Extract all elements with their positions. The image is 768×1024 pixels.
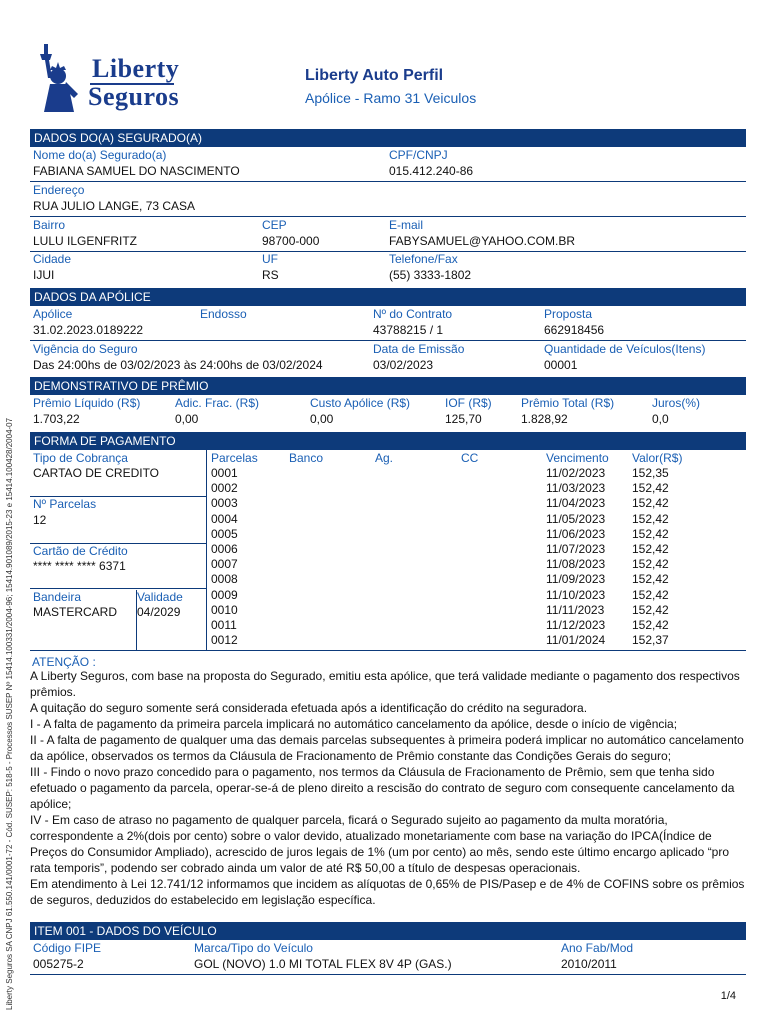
statue-of-liberty-icon bbox=[30, 42, 88, 114]
liberty-seguros-logo bbox=[30, 42, 190, 117]
parcelas-header: Parcelas bbox=[211, 451, 258, 465]
custo-apolice-value: 0,00 bbox=[310, 412, 334, 426]
bairro-label: Bairro bbox=[33, 218, 66, 232]
bairro-value: LULU ILGENFRITZ bbox=[33, 234, 138, 248]
nome-label: Nome do(a) Segurado(a) bbox=[33, 148, 167, 162]
apolice-label: Apólice bbox=[33, 307, 73, 321]
divider bbox=[30, 974, 746, 975]
atencao-paragraph: A Liberty Seguros, com base na proposta do Segurado, emitiu esta apólice, que terá validade mediante o pagamento dos respectivos prêmios. bbox=[30, 669, 740, 699]
cartao-label: Cartão de Crédito bbox=[33, 544, 128, 558]
brand-name-line2: Seguros bbox=[88, 82, 180, 111]
fipe-value: 005275-2 bbox=[33, 957, 84, 971]
cpf-label: CPF/CNPJ bbox=[389, 148, 448, 162]
section-header-apolice: DADOS DA APÓLICE bbox=[30, 288, 746, 306]
divider bbox=[30, 181, 746, 182]
conta-header: CC bbox=[461, 451, 479, 465]
banco-header: Banco bbox=[289, 451, 324, 465]
divider bbox=[30, 216, 746, 217]
vigencia-label: Vigência do Seguro bbox=[33, 342, 138, 356]
premio-liquido-value: 1.703,22 bbox=[33, 412, 80, 426]
divider bbox=[30, 340, 746, 341]
premio-total-label: Prêmio Total (R$) bbox=[521, 396, 615, 410]
emissao-value: 03/02/2023 bbox=[373, 358, 434, 372]
iof-label: IOF (R$) bbox=[445, 396, 492, 410]
endosso-label: Endosso bbox=[200, 307, 247, 321]
juros-label: Juros(%) bbox=[652, 396, 701, 410]
atencao-title: ATENÇÃO : bbox=[32, 655, 96, 669]
qtd-veiculos-value: 00001 bbox=[544, 358, 578, 372]
section-header-premio: DEMONSTRATIVO DE PRÊMIO bbox=[30, 377, 746, 395]
marca-value: GOL (NOVO) 1.0 MI TOTAL FLEX 8V 4P (GAS.) bbox=[194, 957, 452, 971]
adic-frac-value: 0,00 bbox=[175, 412, 199, 426]
brand-name-line1: Liberty bbox=[92, 54, 180, 83]
section-header-pagamento: FORMA DE PAGAMENTO bbox=[30, 432, 746, 450]
divider bbox=[30, 251, 746, 252]
divider bbox=[206, 450, 207, 650]
premio-liquido-label: Prêmio Líquido (R$) bbox=[33, 396, 141, 410]
contrato-value: 43788215 / 1 bbox=[373, 323, 444, 337]
cidade-value: IJUI bbox=[33, 268, 55, 282]
atencao-paragraph: A quitação do seguro somente será considerada efetuada após a identificação do crédito na seguradora. bbox=[30, 701, 588, 715]
premio-total-value: 1.828,92 bbox=[521, 412, 568, 426]
nome-value: FABIANA SAMUEL DO NASCIMENTO bbox=[33, 164, 240, 178]
cep-label: CEP bbox=[262, 218, 287, 232]
ano-value: 2010/2011 bbox=[561, 957, 617, 971]
divider bbox=[30, 650, 746, 651]
juros-value: 0,0 bbox=[652, 412, 669, 426]
telefone-label: Telefone/Fax bbox=[389, 252, 458, 266]
fipe-label: Código FIPE bbox=[33, 941, 102, 955]
adic-frac-label: Adic. Frac. (R$) bbox=[175, 396, 260, 410]
cpf-value: 015.412.240-86 bbox=[389, 164, 474, 178]
agencia-header: Ag. bbox=[375, 451, 394, 465]
validade-label: Validade bbox=[137, 590, 183, 604]
atencao-paragraph: IV - Em caso de atraso no pagamento de qualquer parcela, ficará o Segurado sujeito ao pagamento da multa moratória, correspondente a 2%(dois por cento) sobre o valor devido, atualizado monetariamente com base na variação do IPCA(Índice de Preços do Consumidor Ampliado), acrescido de juros legais de 1% (um por cento) ao mês, sendo este último encargo aplicado “pro rata temporis”, podendo ser cobrado ainda um valor de até R$ 50,00 a título de despesas operacionais. bbox=[30, 813, 730, 875]
apolice-value: 31.02.2023.0189222 bbox=[33, 323, 144, 337]
validade-value: 04/2029 bbox=[137, 605, 181, 619]
uf-label: UF bbox=[262, 252, 278, 266]
bandeira-value: MASTERCARD bbox=[33, 605, 118, 619]
num-parcelas-label: Nº Parcelas bbox=[33, 497, 97, 511]
iof-value: 125,70 bbox=[445, 412, 482, 426]
proposta-value: 662918456 bbox=[544, 323, 605, 337]
valor-column: 152,35 152,42 152,42 152,42 152,42 152,42 152,42 152,42 152,42 152,42 152,42 152,37 bbox=[632, 466, 669, 648]
tipo-cobranca-value: CARTAO DE CREDITO bbox=[33, 466, 160, 480]
divider bbox=[30, 588, 206, 589]
atencao-paragraph: I - A falta de pagamento da primeira parcela implicará no automático cancelamento da apólice, desde o início de vigência; bbox=[30, 717, 678, 731]
email-value: FABYSAMUEL@YAHOO.COM.BR bbox=[389, 234, 575, 248]
legal-side-text: Liberty Seguros SA CNPJ 61.550.141/0001-72 - Cód. SUSEP: 518-5 - Processos SUSEP Nº 15414.100331/2004-96; 15414.901089/2015-23 e 15414.100428/2004-07 bbox=[5, 417, 14, 1010]
cartao-value: **** **** **** 6371 bbox=[33, 559, 126, 573]
uf-value: RS bbox=[262, 268, 279, 282]
section-header-veiculo: ITEM 001 - DADOS DO VEÍCULO bbox=[30, 922, 746, 940]
section-header-segurado: DADOS DO(A) SEGURADO(A) bbox=[30, 129, 746, 147]
atencao-paragraph: III - Findo o novo prazo concedido para o pagamento, nos termos da Cláusula de Fracionamento de Prêmio, sem que tenha sido efetuado o pagamento da parcela, operar-se-á de pleno direito a rescisão do contrato de seguro com consequente cancelamento da apólice; bbox=[30, 765, 735, 811]
contrato-label: Nº do Contrato bbox=[373, 307, 453, 321]
emissao-label: Data de Emissão bbox=[373, 342, 465, 356]
valor-header: Valor(R$) bbox=[632, 451, 683, 465]
bandeira-label: Bandeira bbox=[33, 590, 82, 604]
ano-label: Ano Fab/Mod bbox=[561, 941, 634, 955]
cidade-label: Cidade bbox=[33, 252, 72, 266]
endereco-label: Endereço bbox=[33, 183, 85, 197]
qtd-veiculos-label: Quantidade de Veículos(Itens) bbox=[544, 342, 706, 356]
document-subtitle: Apólice - Ramo 31 Veiculos bbox=[305, 90, 477, 106]
atencao-paragraph: Em atendimento à Lei 12.741/12 informamos que incidem as alíquotas de 0,65% de PIS/Pasep e de 4% de COFINS sobre os prêmios de seguros, deduzidos do estabelecido em legislação específica. bbox=[30, 877, 745, 907]
vencimento-header: Vencimento bbox=[546, 451, 609, 465]
cep-value: 98700-000 bbox=[262, 234, 320, 248]
divider bbox=[136, 590, 137, 650]
proposta-label: Proposta bbox=[544, 307, 593, 321]
vencimento-column: 11/02/2023 11/03/2023 11/04/2023 11/05/2023 11/06/2023 11/07/2023 11/08/2023 11/09/2023 11/10/2023 11/11/2023 11/12/2023 11/01/2024 bbox=[546, 466, 606, 648]
atencao-paragraph: II - A falta de pagamento de qualquer uma das demais parcelas subsequentes à primeira poderá implicar no automático cancelamento da apólice, observados os termos da Cláusula de Fracionamento de Prêmio constante das Condições Gerais do seguro; bbox=[30, 733, 744, 763]
tipo-cobranca-label: Tipo de Cobrança bbox=[33, 451, 128, 465]
document-title: Liberty Auto Perfil bbox=[305, 67, 444, 84]
custo-apolice-label: Custo Apólice (R$) bbox=[310, 396, 411, 410]
atencao-notice bbox=[30, 655, 748, 908]
parcelas-column: 0001 0002 0003 0004 0005 0006 0007 0008 0009 0010 0011 0012 bbox=[211, 466, 238, 648]
page-number: 1/4 bbox=[720, 990, 736, 1002]
marca-label: Marca/Tipo do Veículo bbox=[194, 941, 313, 955]
telefone-value: (55) 3333-1802 bbox=[389, 268, 472, 282]
email-label: E-mail bbox=[389, 218, 424, 232]
endereco-value: RUA JULIO LANGE, 73 CASA bbox=[33, 199, 196, 213]
num-parcelas-value: 12 bbox=[33, 513, 47, 527]
vigencia-value: Das 24:00hs de 03/02/2023 às 24:00hs de 03/02/2024 bbox=[33, 358, 323, 372]
